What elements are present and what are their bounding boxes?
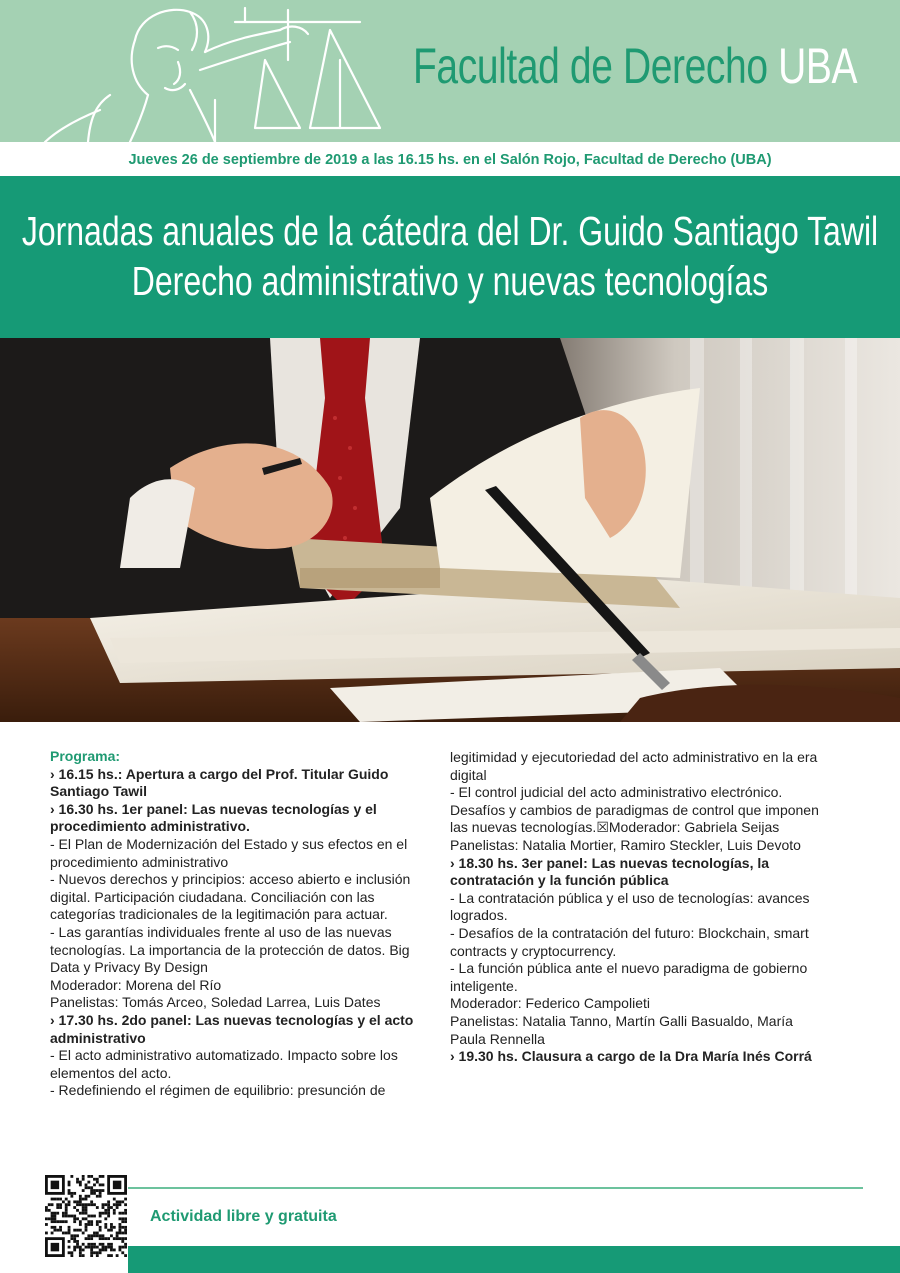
program-column-left <box>50 748 425 1100</box>
hero-photo <box>0 338 900 722</box>
program-item: Panelistas: Natalia Mortier, Ramiro Steckler, Luis Devoto <box>450 836 801 853</box>
qr-code-icon[interactable] <box>45 1175 127 1257</box>
program-item: › 17.30 hs. 2do panel: Las nuevas tecnologías y el acto administrativo <box>50 1011 414 1046</box>
program-item: - Desafíos de la contratación del futuro: Blockchain, smart contracts y cryptocurrency. <box>450 924 809 959</box>
program-item: - La contratación pública y el uso de tecnologías: avances logrados. <box>450 889 810 924</box>
program-item: - Nuevos derechos y principios: acceso abierto e inclusión digital. Participación ciudadana. Conciliación con las categorías tradicionales de la legitimación para actuar. <box>50 871 411 923</box>
program-item: - El Plan de Modernización del Estado y sus efectos en el procedimiento administrativo <box>50 835 408 870</box>
bottom-bar <box>128 1246 900 1273</box>
program-item: legitimidad y ejecutoriedad del acto administrativo en la era digital <box>450 749 818 783</box>
title-band <box>0 176 900 338</box>
header-banner <box>0 0 900 142</box>
program-column-right <box>450 749 822 1066</box>
program-item: Panelistas: Tomás Arceo, Soledad Larrea, Luis Dates <box>50 994 381 1011</box>
justice-woman-scale-icon <box>40 0 400 142</box>
title-line-2: Derecho administrativo y nuevas tecnologías <box>131 258 769 304</box>
program-item: Moderador: Morena del Río <box>50 976 222 993</box>
program-item: › 16.15 hs.: Apertura a cargo del Prof. Titular Guido Santiago Tawil <box>50 765 389 800</box>
program-item: - La función pública ante el nuevo paradigma de gobierno inteligente. <box>450 960 808 994</box>
footer-divider <box>128 1187 863 1189</box>
program-item: › 16.30 hs. 1er panel: Las nuevas tecnologías y el procedimiento administrativo. <box>50 800 377 835</box>
brand-title: Facultad de Derecho UBA <box>413 38 858 94</box>
program-item: › 18.30 hs. 3er panel: Las nuevas tecnologías, la contratación y la función pública <box>450 854 770 889</box>
free-activity-label: Actividad libre y gratuita <box>150 1208 337 1225</box>
program-item: - El control judicial del acto administrativo electrónico. Desafíos y cambios de paradigmas de control que imponen las nuevas tecnologías.☒Moderador: Gabriela Seijas <box>450 784 819 836</box>
program-item: - Las garantías individuales frente al uso de las nuevas tecnologías. La importancia de la protección de datos. Big Data y Privacy By Design <box>50 923 410 976</box>
program-heading: Programa: <box>50 748 121 764</box>
program-item: Panelistas: Natalia Tanno, Martín Galli Basualdo, María Paula Rennella <box>450 1012 793 1047</box>
program-item: - Redefiniendo el régimen de equilibrio: presunción de <box>50 1082 386 1099</box>
title-line-1: Jornadas anuales de la cátedra del Dr. Guido Santiago Tawil <box>21 208 879 254</box>
program-item: Moderador: Federico Campolieti <box>450 995 650 1012</box>
program-item: › 19.30 hs. Clausura a cargo de la Dra María Inés Corrá <box>450 1048 812 1065</box>
event-dateline: Jueves 26 de septiembre de 2019 a las 16.15 hs. en el Salón Rojo, Facultad de Derecho (UBA) <box>128 152 772 168</box>
program-item: - El acto administrativo automatizado. Impacto sobre los elementos del acto. <box>50 1047 398 1081</box>
